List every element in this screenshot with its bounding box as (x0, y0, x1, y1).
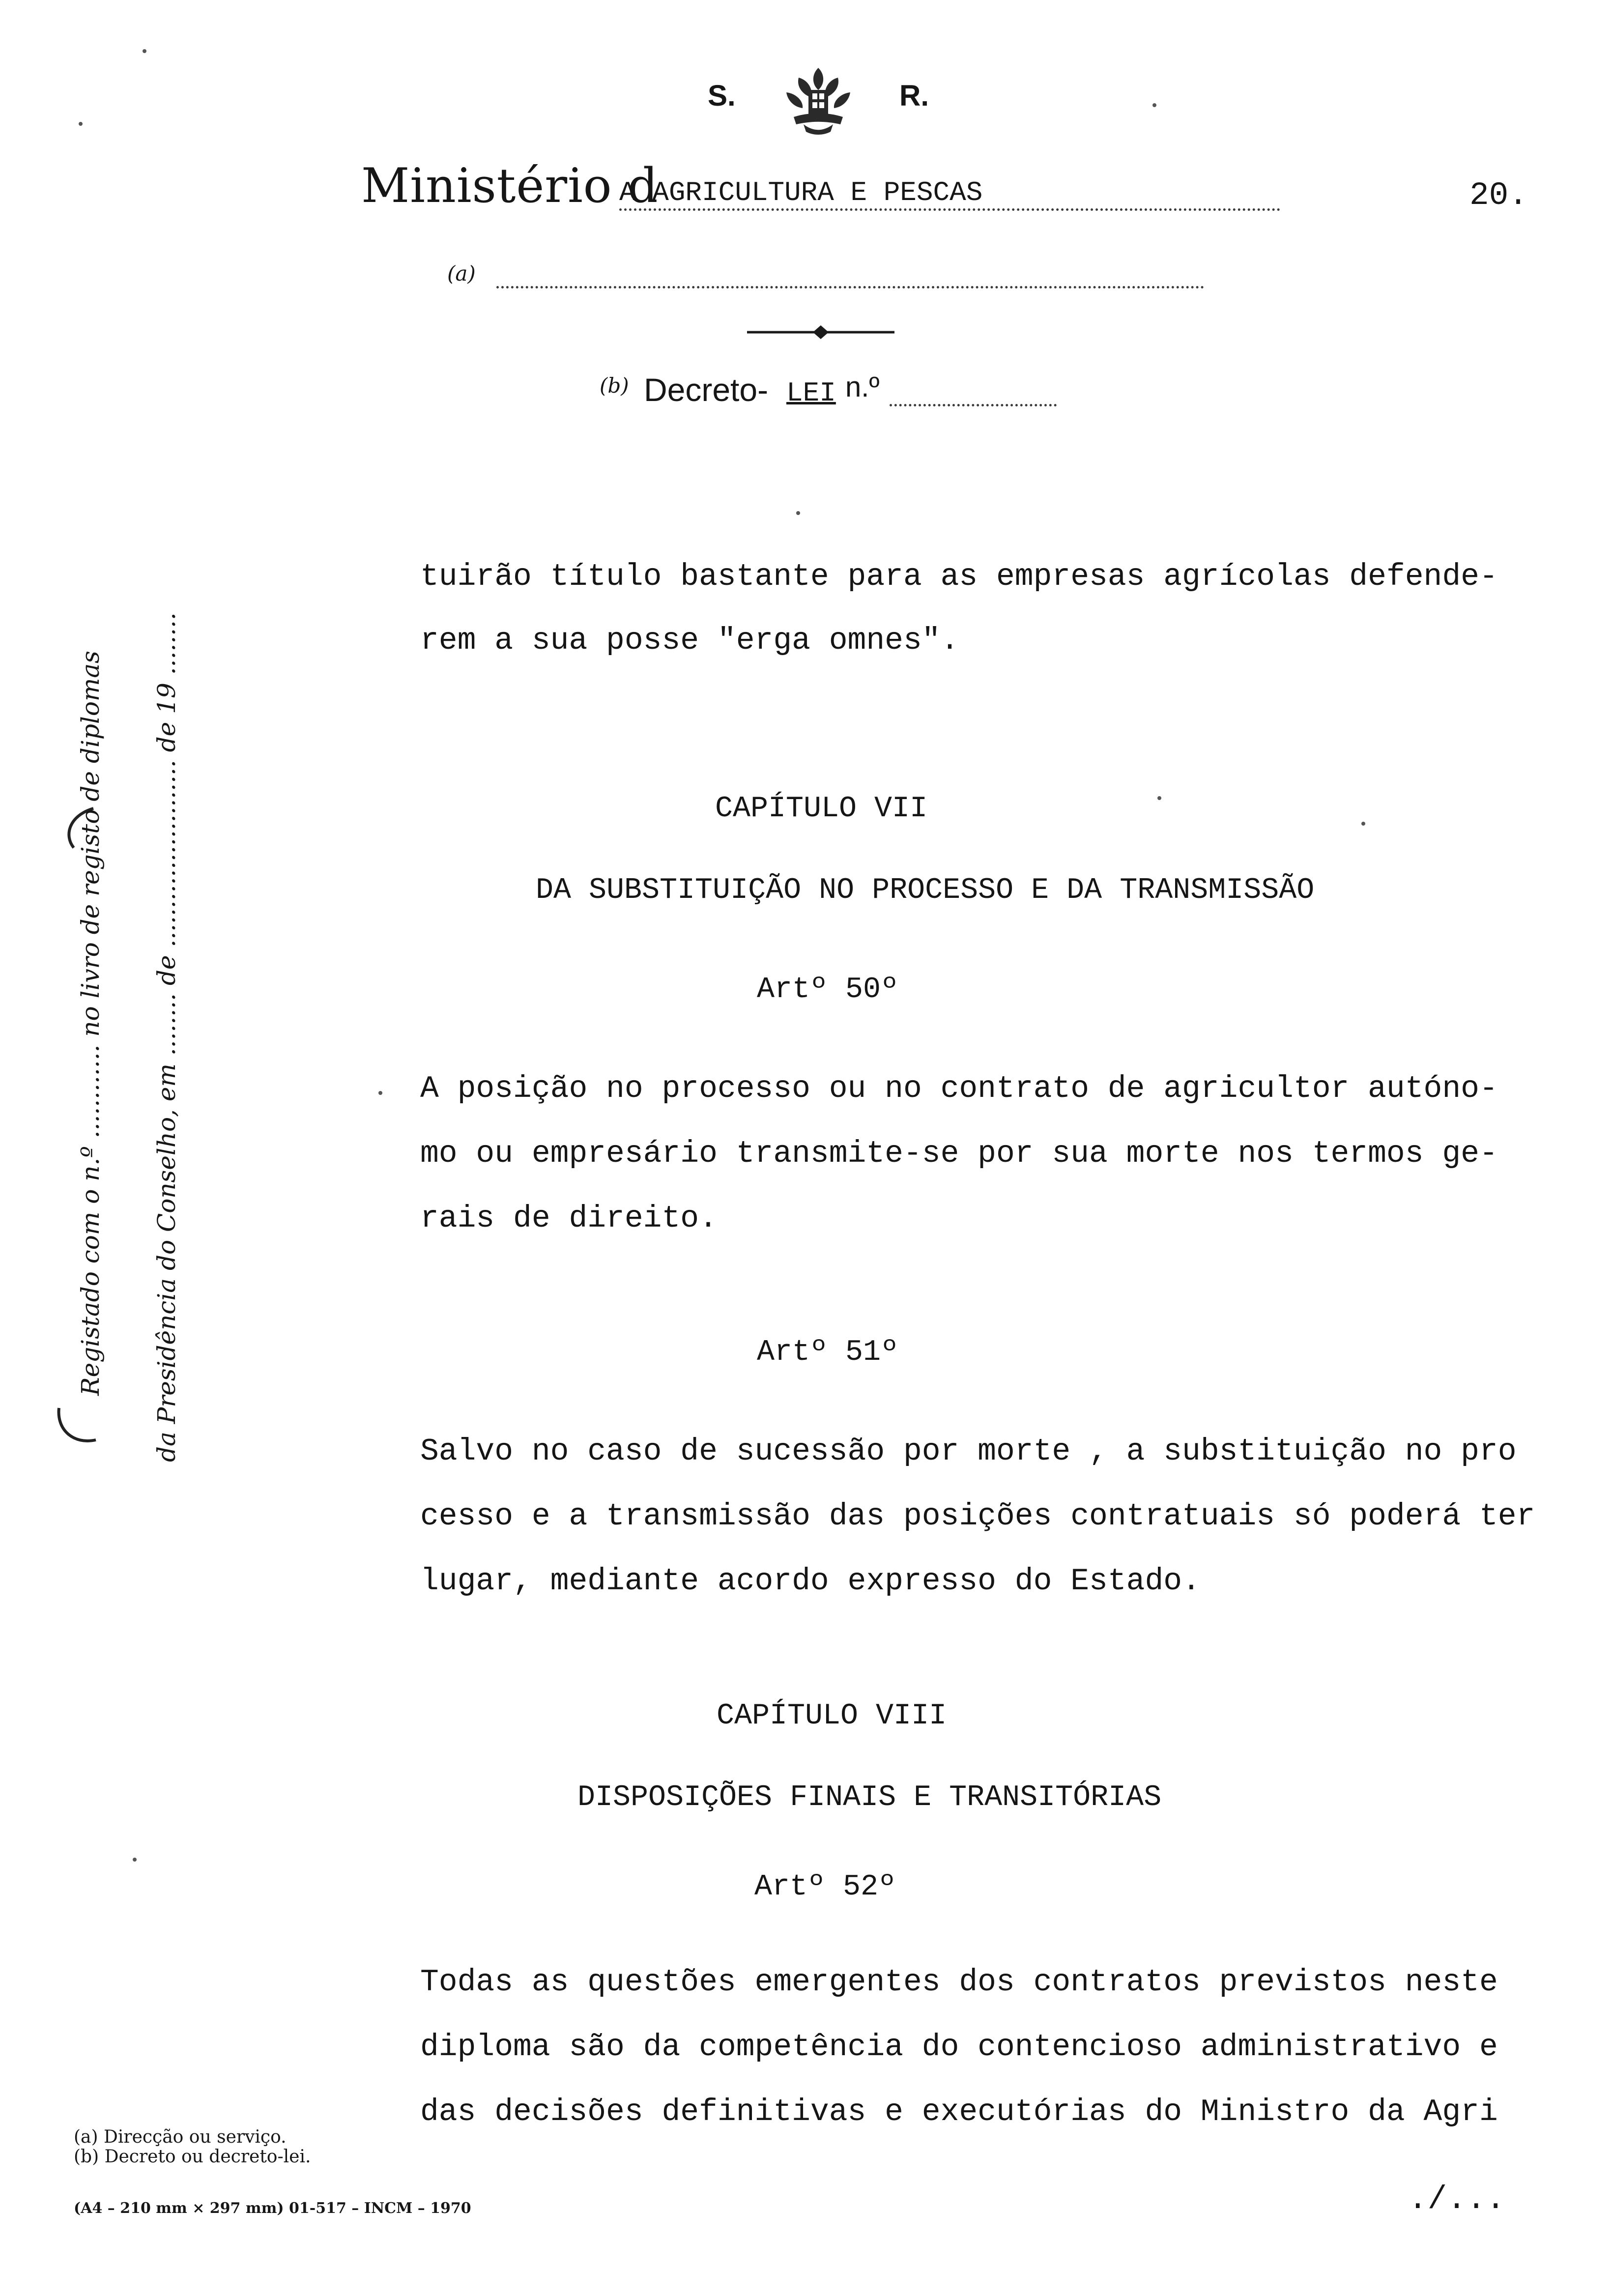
chapter-8-title: CAPÍTULO VIII (717, 1699, 947, 1733)
decreto-label: Decreto- (644, 372, 769, 408)
scan-speck (1152, 103, 1156, 107)
chapter-8-subtitle: DISPOSIÇÕES FINAIS E TRANSITÓRIAS (577, 1781, 1162, 1814)
registration-line-1: Registado com o n.º ............ no livro de registo de diplomas (76, 651, 105, 1396)
decreto-number-dotted-line (890, 404, 1057, 406)
paragraph-line: Salvo no caso de sucessão por morte , a substituição no pro (420, 1434, 1517, 1469)
ornamental-divider (747, 323, 894, 341)
paragraph-line: rem a sua posse "erga omnes". (420, 623, 959, 658)
s-letter: S. (708, 79, 736, 112)
registration-line-2: da Presidência do Conselho, em ........ de ........................ de 19 ........ (152, 612, 181, 1462)
chapter-7-title: CAPÍTULO VII (715, 792, 928, 826)
ministry-name-field: A AGRICULTURA E PESCAS (619, 177, 1280, 211)
decreto-type-value: LEI (786, 377, 836, 409)
footnote-b: (b) Decreto ou decreto-lei. (74, 2147, 311, 2167)
scan-speck (796, 511, 800, 515)
ministry-title: Ministério d (361, 158, 659, 213)
scan-speck (1361, 822, 1365, 826)
article-51-heading: Artº 51º (757, 1336, 899, 1369)
paragraph-line: A posição no processo ou no contrato de agricultor autóno- (420, 1071, 1498, 1106)
scan-speck (79, 122, 83, 126)
republic-emblem-icon (769, 63, 867, 137)
paragraph-line: das decisões definitivas e executórias do Ministro da Agri (420, 2095, 1498, 2129)
bracket-bottom-icon (54, 1406, 98, 1450)
field-a-dotted-line (496, 286, 1204, 288)
paragraph-line: mo ou empresário transmite-se por sua morte nos termos ge- (420, 1136, 1498, 1171)
form-code: (A4 – 210 mm × 297 mm) 01-517 – INCM – 1970 (74, 2200, 471, 2217)
article-52-heading: Artº 52º (754, 1870, 896, 1904)
article-50-heading: Artº 50º (757, 973, 899, 1006)
footnote-a: (a) Direcção ou serviço. (74, 2127, 287, 2147)
paragraph-line: tuirão título bastante para as empresas agrícolas defende- (420, 559, 1498, 594)
scan-speck (1157, 796, 1161, 800)
paragraph-line: cesso e a transmissão das posições contratuais só poderá ter (420, 1499, 1535, 1534)
r-letter: R. (899, 79, 929, 112)
scan-speck (133, 1858, 137, 1862)
paragraph-line: rais de direito. (420, 1201, 718, 1236)
paragraph-line: Todas as questões emergentes dos contratos previstos neste (420, 1965, 1498, 2000)
paragraph-line: lugar, mediante acordo expresso do Estado. (420, 1564, 1201, 1599)
field-a-label: (a) (447, 261, 476, 286)
scan-speck (143, 49, 146, 53)
decreto-number-label: n.º (845, 371, 880, 403)
continues-marker: ./... (1408, 2181, 1506, 2218)
paragraph-line: diploma são da competência do contencioso administrativo e (420, 2030, 1498, 2065)
scan-speck (378, 1091, 382, 1095)
page-number: 20. (1469, 177, 1528, 214)
field-b-label: (b) (600, 373, 629, 398)
chapter-7-subtitle: DA SUBSTITUIÇÃO NO PROCESSO E DA TRANSMISSÃO (536, 874, 1315, 907)
